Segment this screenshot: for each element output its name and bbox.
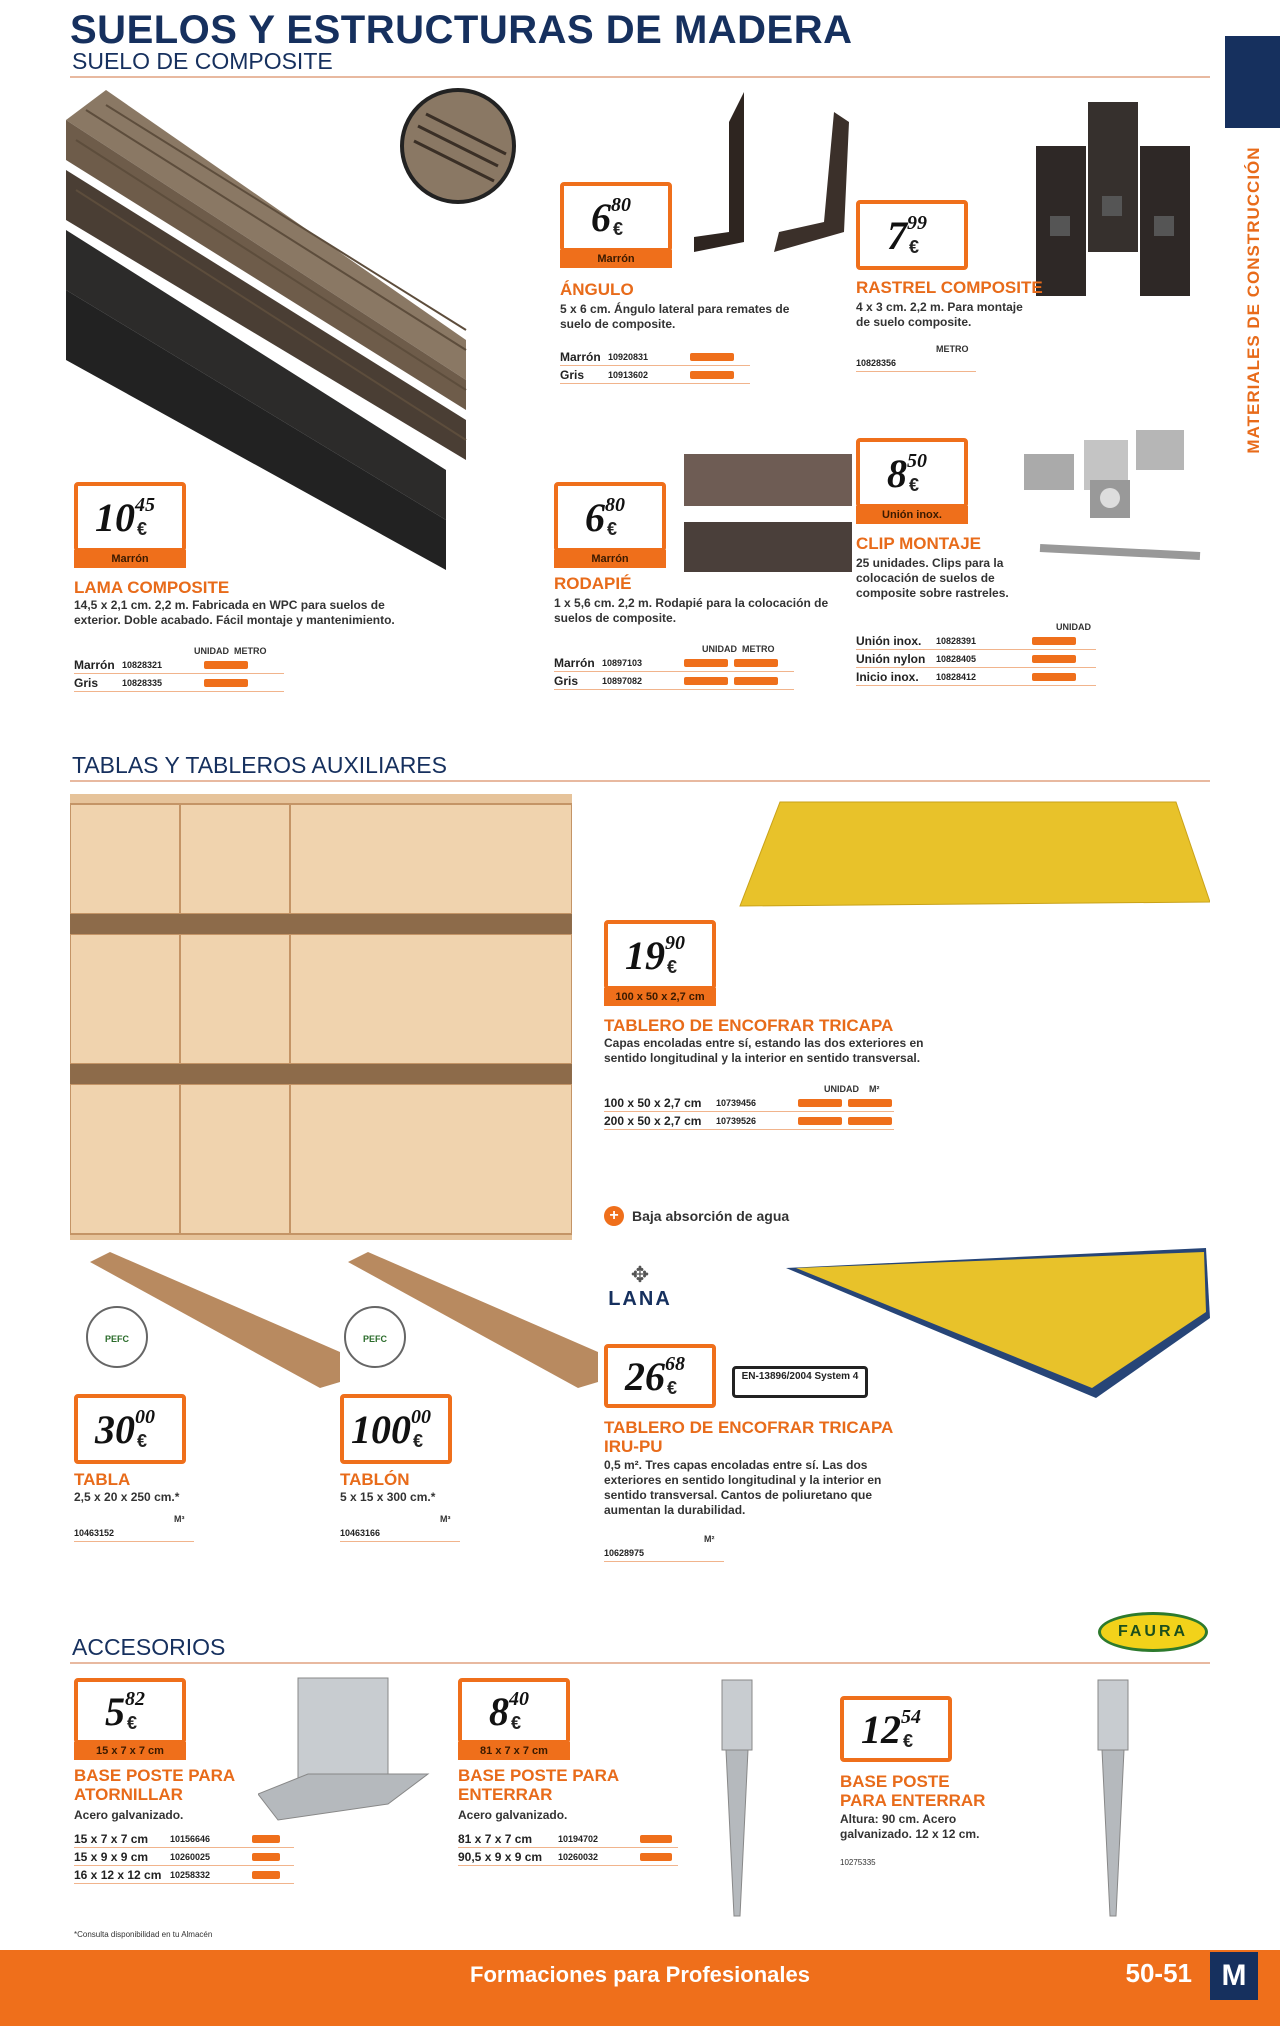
product-name-tablon: TABLÓN <box>340 1470 410 1489</box>
product-name-base1: BASE POSTE PARA ATORNILLAR <box>74 1766 235 1804</box>
table-row: 15 x 7 x 7 cm 10156646 <box>74 1830 294 1848</box>
cert-badge: EN-13896/2004 System 4 <box>732 1366 868 1398</box>
product-desc-clip: 25 unidades. Clips para la colocación de suelos de composite sobre rastreles. <box>856 556 1009 600</box>
table-row: 200 x 50 x 2,7 cm 10739526 <box>604 1112 894 1130</box>
table-row: 10828356 <box>856 354 976 372</box>
price-box-tricapa: 19 90 € <box>604 920 716 990</box>
product-desc-rodapie: 1 x 5,6 cm. 2,2 m. Rodapié para la colocación de suelos de composite. <box>554 596 829 625</box>
brand-faura-logo: FAURA <box>1098 1612 1208 1652</box>
table-row: Marrón 10897103 <box>554 654 794 672</box>
price-box-angulo: 6 80 € <box>560 182 672 252</box>
table-row: 90,5 x 9 x 9 cm 10260032 <box>458 1848 678 1866</box>
rastrel-image <box>1030 96 1200 306</box>
table-row: Marrón 10828321 <box>74 656 284 674</box>
feature-badge: + Baja absorción de agua <box>604 1206 789 1226</box>
table-row: Gris 10897082 <box>554 672 794 690</box>
product-desc-base2: Acero galvanizado. <box>458 1808 568 1822</box>
product-desc-lama: 14,5 x 2,1 cm. 2,2 m. Fabricada en WPC para suelos de exterior. Doble acabado. Fácil montaje y mantenimiento. <box>74 598 395 627</box>
clip-image <box>1020 420 1220 570</box>
product-name-base2: BASE POSTE PARA ENTERRAR <box>458 1766 619 1804</box>
table-row: Inicio inox. 10828412 <box>856 668 1096 686</box>
pefc-logo: PEFC <box>344 1306 406 1368</box>
product-name-clip: CLIP MONTAJE <box>856 534 981 553</box>
product-name-base3: BASE POSTE PARA ENTERRAR <box>840 1772 986 1810</box>
price-box-tablon: 100 00 € <box>340 1394 452 1464</box>
section-title-composite: SUELO DE COMPOSITE <box>72 48 333 74</box>
product-desc-tabla: 2,5 x 20 x 250 cm.* <box>74 1490 180 1504</box>
product-name-iru: TABLERO DE ENCOFRAR TRICAPA IRU-PU <box>604 1418 893 1456</box>
table-row: Unión nylon 10828405 <box>856 650 1096 668</box>
base-atornillar-image <box>258 1674 438 1824</box>
brand-lana-logo: ✥ LANA <box>600 1262 680 1311</box>
base-enterrar-image <box>714 1676 764 1920</box>
product-desc-base3: Altura: 90 cm. Acero galvanizado. 12 x 12 cm. <box>840 1812 980 1841</box>
product-name-lama: LAMA COMPOSITE <box>74 578 230 597</box>
lana-icon: ✥ <box>630 1262 650 1287</box>
price-tag-rodapie: Marrón <box>554 550 666 568</box>
price-table-lama: UNIDAD METRO Marrón 10828321 Gris 10828335 <box>74 646 284 692</box>
table-row: 10628975 <box>604 1544 724 1562</box>
board-detail-circle <box>398 86 518 206</box>
brand-logo: M <box>1210 1952 1258 2000</box>
price-table-tricapa: UNIDAD M² 100 x 50 x 2,7 cm 10739456 200 x 50 x 2,7 cm 10739526 <box>604 1084 894 1130</box>
table-row: 100 x 50 x 2,7 cm 10739456 <box>604 1094 894 1112</box>
product-desc-tricapa: Capas encoladas entre sí, estando las dos exteriores en sentido longitudinal y la interior en sentido transversal. <box>604 1036 924 1065</box>
pefc-logo: PEFC <box>86 1306 148 1368</box>
price-tag-tricapa: 100 x 50 x 2,7 cm <box>604 988 716 1006</box>
price-table-tabla: M³ 10463152 <box>74 1514 194 1542</box>
price-tag-base2: 81 x 7 x 7 cm <box>458 1742 570 1760</box>
price-table-tablon: M³ 10463166 <box>340 1514 460 1542</box>
base-enterrar-12-image <box>1090 1676 1140 1920</box>
product-code-base3: 10275335 <box>840 1858 876 1867</box>
table-row: 10463166 <box>340 1524 460 1542</box>
lumber-stack-image <box>70 794 572 1240</box>
price-box-clip: 8 50 € <box>856 438 968 508</box>
price-box-iru: 26 68 € <box>604 1344 716 1408</box>
price-table-iru: M² 10628975 <box>604 1534 724 1562</box>
price-table-base2 <box>458 1830 678 1866</box>
product-desc-tablon: 5 x 15 x 300 cm.* <box>340 1490 436 1504</box>
tricapa-board-image <box>720 798 1210 910</box>
price-table-clip: UNIDAD Unión inox. 10828391 Unión nylon 10828405 Inicio inox. 10828412 <box>856 622 1096 686</box>
table-row: 15 x 9 x 9 cm 10260025 <box>74 1848 294 1866</box>
side-tab <box>1225 36 1280 128</box>
product-name-tricapa: TABLERO DE ENCOFRAR TRICAPA <box>604 1016 894 1035</box>
price-box-tabla: 30 00 € <box>74 1394 186 1464</box>
product-desc-iru: 0,5 m². Tres capas encoladas entre sí. Las dos exteriores en sentido longitudinal y la interior en sentido transversal. Cantos de poliuretano que aumentan la durabilidad. <box>604 1458 882 1517</box>
section-divider <box>70 76 1210 78</box>
price-box-base3: 12 54 € <box>840 1696 952 1762</box>
table-row: Marrón 10920831 <box>560 348 750 366</box>
product-desc-base1: Acero galvanizado. <box>74 1808 184 1822</box>
table-row: 81 x 7 x 7 cm 10194702 <box>458 1830 678 1848</box>
angle-profile-image <box>684 82 864 262</box>
product-desc-rastrel: 4 x 3 cm. 2,2 m. Para montaje de suelo composite. <box>856 300 1023 329</box>
table-row: Gris 10913602 <box>560 366 750 384</box>
skirting-board-image <box>684 454 854 574</box>
section-title-accesorios: ACCESORIOS <box>72 1634 226 1660</box>
price-box-rodapie: 6 80 € <box>554 482 666 552</box>
product-name-rodapie: RODAPIÉ <box>554 574 632 593</box>
section-divider <box>70 1662 1210 1664</box>
section-divider <box>70 780 1210 782</box>
product-desc-angulo: 5 x 6 cm. Ángulo lateral para remates de suelo de composite. <box>560 302 790 331</box>
footnote: *Consulta disponibilidad en tu Almacén <box>74 1930 213 1939</box>
price-table-rastrel: METRO 10828356 <box>856 344 976 372</box>
page-title: SUELOS Y ESTRUCTURAS DE MADERA <box>70 8 853 52</box>
table-row: Gris 10828335 <box>74 674 284 692</box>
price-box-base2: 8 40 € <box>458 1678 570 1744</box>
price-table-angulo <box>560 348 750 384</box>
price-table-rodapie: UNIDAD METRO Marrón 10897103 Gris 10897082 <box>554 644 794 690</box>
table-row: 10463152 <box>74 1524 194 1542</box>
page-number: 50-51 <box>1125 1958 1192 1988</box>
price-box-rastrel: 7 99 € <box>856 200 968 270</box>
product-name-rastrel: RASTREL COMPOSITE <box>856 278 1043 297</box>
footer-text: Formaciones para Profesionales <box>470 1962 810 1987</box>
table-row: Unión inox. 10828391 <box>856 632 1096 650</box>
price-box-lama: 10 45 € <box>74 482 186 552</box>
product-name-angulo: ÁNGULO <box>560 280 634 299</box>
product-name-tabla: TABLA <box>74 1470 131 1489</box>
section-title-tablas: TABLAS Y TABLEROS AUXILIARES <box>72 752 447 778</box>
price-tag-base1: 15 x 7 x 7 cm <box>74 1742 186 1760</box>
price-box-base1: 5 82 € <box>74 1678 186 1744</box>
side-label: MATERIALES DE CONSTRUCCIÓN <box>1244 146 1263 454</box>
price-table-base1 <box>74 1830 294 1884</box>
price-tag-angulo: Marrón <box>560 250 672 268</box>
price-tag-lama: Marrón <box>74 550 186 568</box>
price-tag-clip: Unión inox. <box>856 506 968 524</box>
table-row: 16 x 12 x 12 cm 10258332 <box>74 1866 294 1884</box>
plus-icon: + <box>604 1206 624 1226</box>
